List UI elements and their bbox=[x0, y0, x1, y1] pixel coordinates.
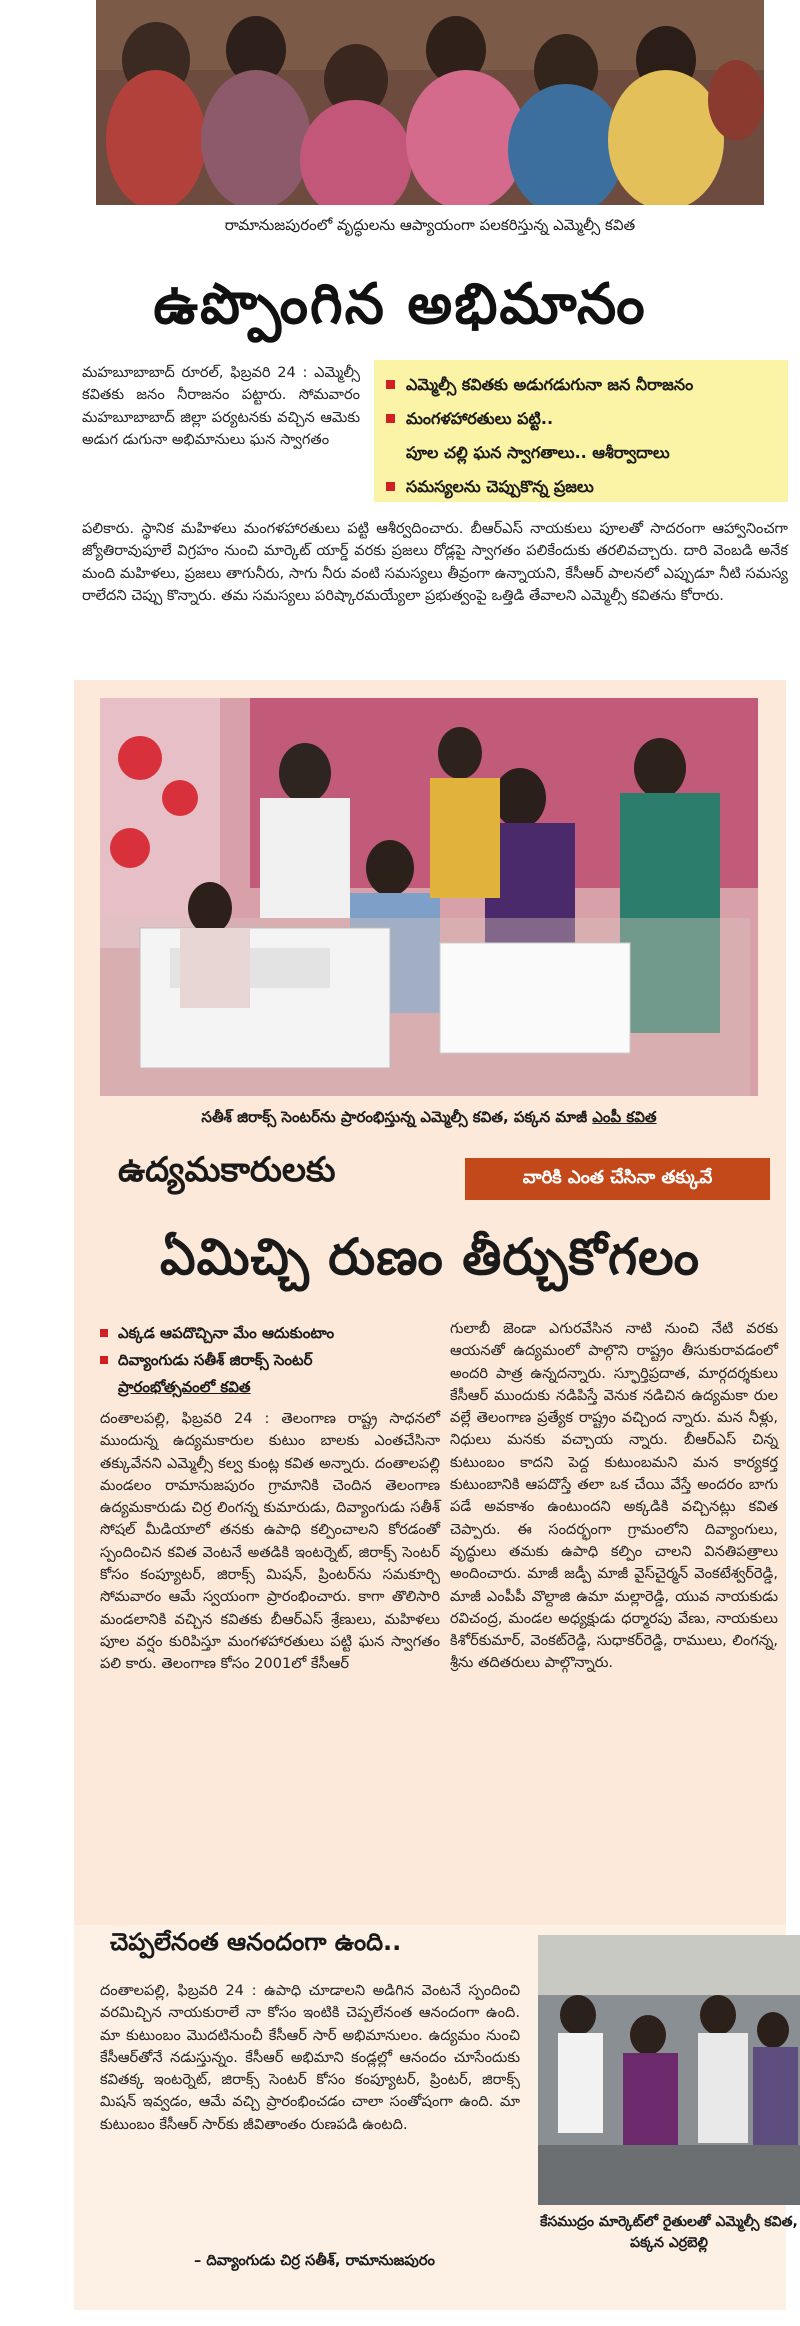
story2-bullets bbox=[100, 1320, 440, 1401]
story1-highlights-box bbox=[374, 360, 788, 502]
top-photo-crowd bbox=[96, 0, 764, 205]
highlight-item: ఎమ్మెల్సీ కవితకు అడుగడుగునా జన నీరాజనం bbox=[384, 368, 778, 402]
story2-bullet: దివ్యాంగుడు సతీశ్ జిరాక్స్ సెంటర్ bbox=[100, 1347, 440, 1374]
headline-main: ఉప్పొంగిన అభిమానం bbox=[153, 272, 647, 337]
story2-kicker: ఉద్యమకారులకు bbox=[118, 1150, 336, 1190]
story2-photo-caption bbox=[100, 1108, 758, 1128]
highlight-item: పూల చల్లి ఘన స్వాగతాలు.. ఆశీర్వాదాలు bbox=[406, 443, 670, 462]
story3-heading: చెప్పలేనంత ఆనందంగా ఉంది.. bbox=[110, 1928, 402, 1956]
story2-caption-text: సతీశ్ జిరాక్స్ సెంటర్‌ను ప్రారంభిస్తున్న ఎమ్మెల్సీ కవిత, పక్కన మాజీ bbox=[201, 1108, 593, 1126]
story3-photo-market bbox=[538, 1935, 800, 2205]
highlight-item: మంగళహారతులు పట్టి.. bbox=[384, 402, 778, 436]
story1-lead: మహబూబాబాద్ రూరల్, ఫిబ్రవరి 24 : ఎమ్మెల్సీ కవితకు జనం నీరాజనం పట్టారు. సోమవారం మహబూబాబాద్ జిల్లా పర్యటనకు వచ్చిన ఆమెకు అడుగ డుగునా అభిమానులు ఘన స్వాగతం bbox=[82, 364, 360, 448]
story2-bullet: ఎక్కడ ఆపదొచ్చినా మేం ఆదుకుంటాం bbox=[100, 1320, 440, 1347]
highlight-item: సమస్యలను చెప్పుకొన్న ప్రజలు bbox=[384, 470, 778, 504]
story2-kicker-badge: వారికి ఎంత చేసినా తక్కువే bbox=[465, 1158, 770, 1200]
story2-col2: గులాబీ జెండా ఎగురవేసిన నాటి నుంచి నేటి వరకు ఆయనతో ఉద్యమంలో పాల్గొని రాష్ట్రం తీసుకురావడంలో అందరి పాత్ర ఉన్నదన్నారు. స్ఫూర్తిప్రదాత, మార్గదర్శకులు కేసీఆర్ ముందుకు నడిపిస్తే వెనుక నడిచిన ఉద్యమకా రుల వల్లే తెలంగాణ ప్రత్యేక రాష్ట్రం వచ్చింద న్నారు. మన నీళ్లు, నిధులు మనకు వచ్చాయ న్నారు. బీఆర్ఎస్ చిన్న కుటుంబం కాదని పెద్ద కుటుంబమని మన కార్యకర్త కుటుంబానికి ఆపదొస్తే తలా ఒక చేయి వేస్తే అందరం బాగు పడే అవకాశం ఉంటుందని అక్కడికి వచ్చినట్లు కవిత చెప్పారు. ఈ సందర్భంగా గ్రామంలోని దివ్యాంగులు, వృద్ధులు తమకు ఉపాధి కల్పిం చాలని వినతిపత్రాలు అందించారు. మాజీ జడ్పీ మాజీ వైస్‌చైర్మన్ వెంకటేశ్వర్‌రెడ్డి, మాజీ ఎంపీపీ వొల్దాజి ఉమా మల్లారెడ్డి, యువ నాయకుడు రవిచంద్ర, మండల అధ్యక్షుడు ధర్మారపు వేణు, నాయకులు కిశోర్‌కుమార్, వెంకట్‌రెడ్డి, సుధాకర్‌రెడ్డి, రాములు, లింగన్న, శ్రీను తదితరులు పాల్గొన్నారు. bbox=[450, 1320, 778, 1672]
story3-photo-caption: కేసముద్రం మార్కెట్‌లో రైతులతో ఎమ్మెల్సీ కవిత, పక్కన ఎర్రబెల్లి bbox=[540, 2214, 798, 2251]
story2-col1: దంతాలపల్లి, ఫిబ్రవరి 24 : తెలంగాణ రాష్ట్ర సాధనలో ముందున్న ఉద్యమకారుల కుటుం బాలకు ఎంతచేసినా తక్కువేనని ఎమ్మెల్సీ కల్వ కుంట్ల కవిత అన్నారు. దంతాలపల్లి మండలం రామానుజపురం గ్రామానికి చెందిన తెలంగాణ ఉద్యమకారుడు చిర్ర లింగన్న కుమారుడు, దివ్యాంగుడు సతీశ్ సోషల్ మీడియాలో తనకు ఉపాధి కల్పించాలని కోరడంతో స్పందించిన కవిత వెంటనే అతడికి ఇంటర్నెట్, జిరాక్స్ సెంటర్ కోసం కంప్యూటర్, జిరాక్స్ మిషన్, ప్రింటర్‌ను సమకూర్చి సోమవారం ఆమే స్వయంగా ప్రారంభించారు. కాగా తొలిసారి మండలానికి వచ్చిన కవితకు బీఆర్ఎస్ శ్రేణులు, మహిళలు పూల వర్షం కురిపిస్తూ మంగళహారతులు పట్టి ఘన స్వాగతం పలి కారు. తెలంగాణ కోసం 2001లో కేసీఆర్ bbox=[100, 1410, 440, 1673]
top-photo-caption: రామానుజపురంలో వృద్ధులను ఆప్యాయంగా పలకరిస్తున్న ఎమ్మెల్సీ కవిత bbox=[224, 216, 636, 234]
story2-caption-name: ఎంపీ కవిత bbox=[592, 1108, 657, 1126]
story1-body: పలికారు. స్థానిక మహిళలు మంగళహారతులు పట్టి ఆశీర్వదించారు. బీఆర్ఎస్ నాయకులు పూలతో సాదరంగా ఆహ్వానించగా జ్యోతిరావుపూలే విగ్రహం నుంచి మార్కెట్ యార్డ్ వరకు ప్రజలు రోడ్లపై స్వాగతం పలికేందుకు తరలివచ్చారు. దారి వెంబడి అనేక మంది మహిళలు, ప్రజలు తాగునీరు, సాగు నీరు వంటి సమస్యలు తీవ్రంగా ఉన్నాయని, కేసీఆర్ పాలనలో ఎప్పుడూ నీటి సమస్య రాలేదని చెప్పు కొన్నారు. తమ సమస్యలు పరిష్కారమయ్యేలా ప్రభుత్వంపై ఒత్తిడి తేవాలని ఎమ్మెల్సీ కవితను కోరారు. bbox=[82, 520, 788, 604]
story3-body: దంతాలపల్లి, ఫిబ్రవరి 24 : ఉపాధి చూడాలని అడిగిన వెంటనే స్పందించి వరమిచ్చిన నాయకురాలే నా కోసం ఇంటికి చెప్పలేనంత ఆనందంగా ఉంది. మా కుటుంబం మొదటినుంచీ కేసీఆర్ సార్ అభిమానులం. ఉద్యమం నుంచి కేసీఆర్‌తోనే నడుస్తున్నం. కేసీఆర్ అభిమాని కండ్లల్లో ఆనందం చూసేందుకు కవితక్క ఇంటర్నెట్, జిరాక్స్ సెంటర్ కోసం కంప్యూటర్, ప్రింటర్, జిరాక్స్ మిషన్ ఇవ్వడం, ఆమే వచ్చి ప్రారంభించడం చాలా సంతోషంగా ఉంది. మా కుటుంబం కేసీఆర్ సార్‌కు జీవితాంతం రుణపడి ఉంటది. bbox=[100, 1982, 520, 2133]
story2-headline: ఏమిచ్చి రుణం తీర్చుకోగలం bbox=[160, 1228, 700, 1286]
story2-photo-xerox-opening bbox=[100, 698, 758, 1096]
story2-bullet: ప్రారంభోత్సవంలో కవిత bbox=[118, 1378, 251, 1396]
story3-author: – దివ్యాంగుడు చిర్ర సతీశ్, రామానుజపురం bbox=[194, 2252, 435, 2269]
